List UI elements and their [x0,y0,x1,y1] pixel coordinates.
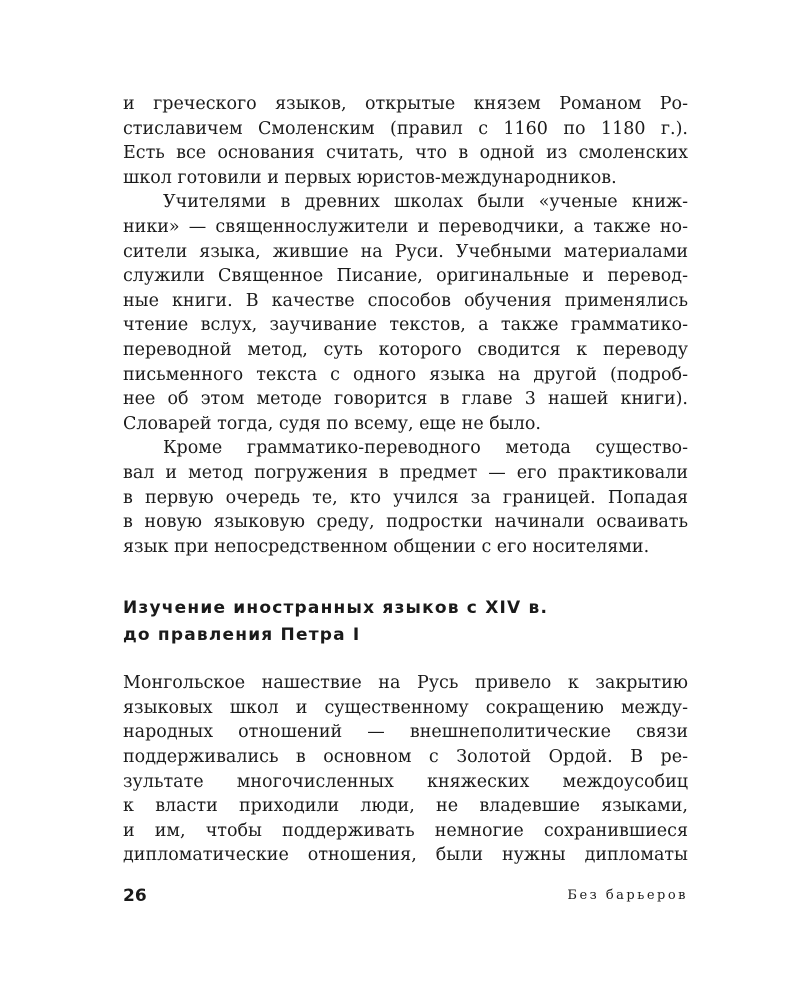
heading-line: Изучение иностранных языков с XIV в. [123,598,549,619]
text-line: ники» — священнослужители и переводчики, а также но- [123,216,688,237]
text-line: ные книги. В качестве способов обучения применялись [123,290,688,311]
text-line: сители языка, жившие на Руси. Учебными материалами [123,241,688,262]
paragraph-1 [123,92,688,190]
heading-line: до правления Петра I [123,625,361,646]
text-line: чтение вслух, заучивание текстов, а также грамматико- [123,315,688,336]
text-line: дипломатические отношения, были нужны дипломаты [123,845,688,866]
text-line: зультате многочисленных княжеских междоусобиц [123,771,688,792]
text-line: Монгольское нашествие на Русь привело к закрытию [123,673,688,694]
text-line: вал и метод погружения в предмет — его практиковали [123,462,688,483]
text-line: переводной метод, суть которого сводится к переводу [123,339,688,360]
text-line: и греческого языков, открытые князем Романом Ро- [123,94,688,114]
text-line: Словарей тогда, судя по всему, еще не было. [123,413,541,434]
section-heading [123,595,688,649]
text-line: Есть все основания считать, что в одной из смоленских [123,143,688,164]
text-line: язык при непосредственном общении с его носителями. [123,536,650,557]
text-line: в первую очередь те, кто учился за границей. Попадая [123,487,688,508]
text-line: языковых школ и существенному сокращению между- [123,697,688,718]
text-line: в новую языковую среду, подростки начинали осваивать [123,512,688,533]
text-line: служили Священное Писание, оригинальные и перевод- [123,266,688,287]
text-line: народных отношений — внешнеполитические связи [123,722,688,743]
text-line: Учителями в древних школах были «ученые книж- [163,192,688,213]
text-line: нее об этом методе говорится в главе 3 нашей книги). [123,389,688,410]
paragraph-2 [123,190,688,436]
text-line: письменного текста с одного языка на другой (подроб- [123,364,688,385]
page-number: 26 [123,886,147,906]
paragraph-4 [123,671,688,868]
running-title: Без барьеров [567,888,688,903]
paragraph-3 [123,436,688,559]
text-line: и им, чтобы поддерживать немногие сохранившиеся [123,820,688,841]
page-body [123,92,688,868]
text-line: школ готовили и первых юристов-международников. [123,167,617,188]
text-line: Кроме грамматико-переводного метода существо- [163,438,688,459]
text-line: стиславичем Смоленским (правил с 1160 по 1180 г.). [123,118,688,139]
text-line: поддерживались в основном с Золотой Ордой. В ре- [123,747,688,768]
text-line: к власти приходили люди, не владевшие языками, [123,796,688,817]
